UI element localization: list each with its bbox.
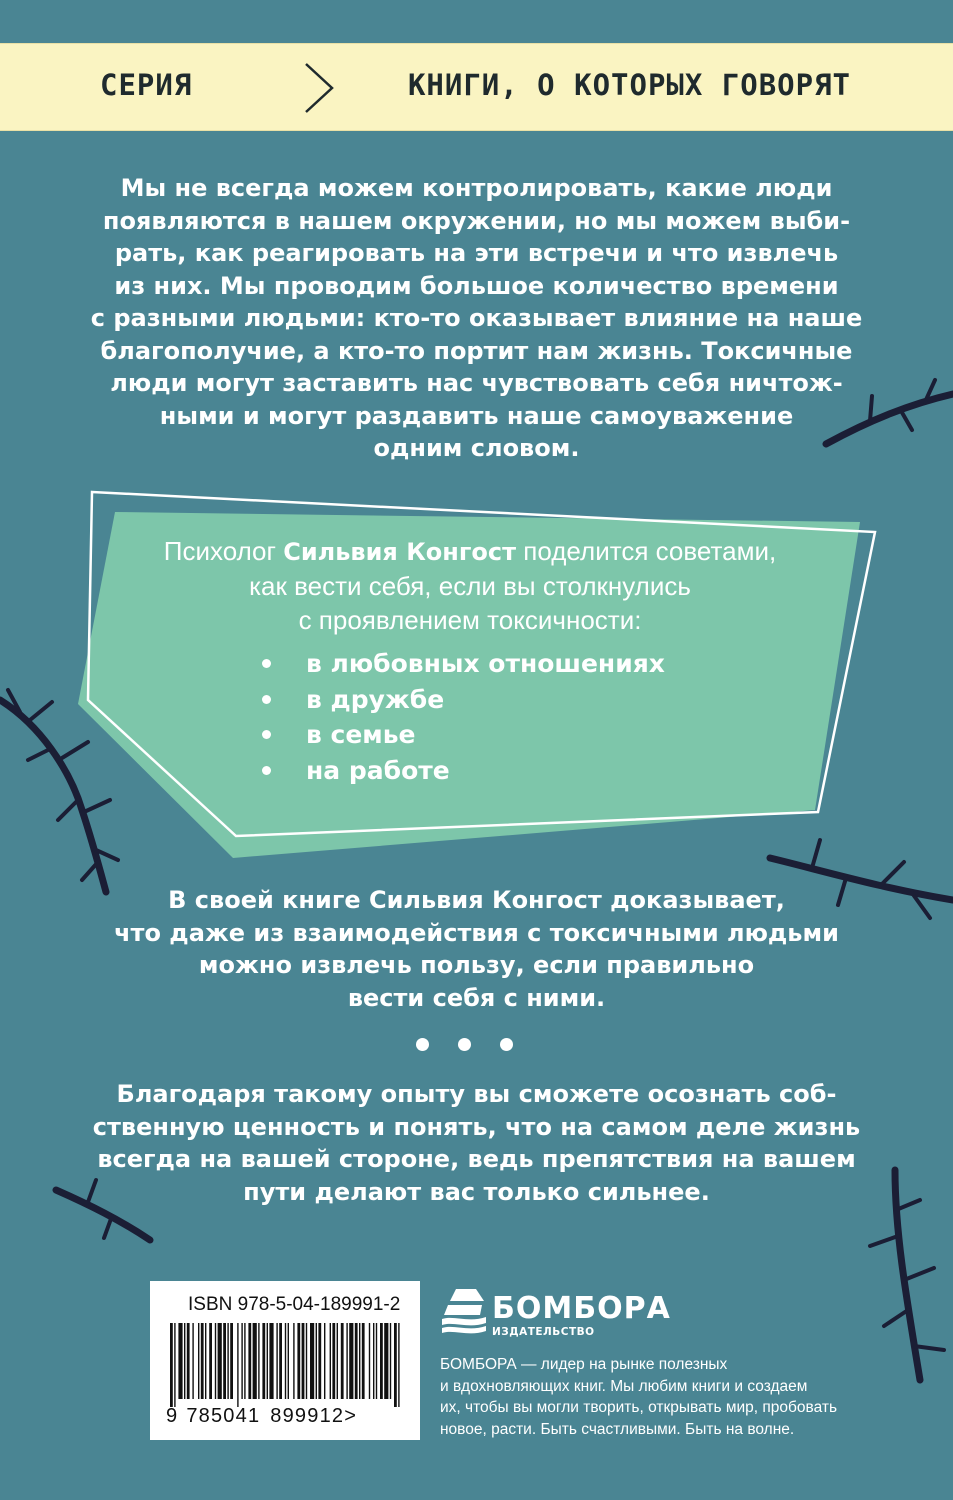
barcode-bar [184, 1323, 185, 1399]
isbn-barcode-box [150, 1281, 420, 1440]
bullet-icon [262, 695, 271, 704]
barcode-bar [310, 1323, 314, 1399]
barcode-bar [330, 1323, 331, 1399]
barcode [164, 1323, 406, 1407]
separator-dots [416, 1038, 516, 1054]
barcode-bar [362, 1323, 365, 1399]
publisher-name: БОМБОРА [492, 1291, 671, 1326]
barcode-bar [192, 1323, 193, 1399]
barcode-bar [376, 1323, 377, 1399]
barcode-bar [201, 1323, 204, 1399]
barcode-bar [244, 1323, 245, 1399]
barcode-bar [174, 1323, 175, 1407]
barcode-bar [223, 1323, 226, 1399]
barcode-bar [276, 1323, 277, 1399]
author-name: Сильвия Конгост [283, 538, 517, 566]
callout-suffix: поделится советами, [523, 536, 777, 566]
list-item: в любовных отношениях [262, 646, 665, 682]
barcode-bar [187, 1323, 190, 1399]
barcode-bar [269, 1323, 273, 1399]
publisher-subtitle: ИЗДАТЕЛЬСТВО [492, 1326, 595, 1338]
intro-paragraph: Мы не всегда можем контролировать, какие люди появляются в нашем окружении, но мы можем выби- рать, как реагировать на эти встречи и что извлечь из них. Мы проводим большое количество времени с разными людьми: кто-то оказывает влияние на наше благополучие, а кто-то портит нам жизнь. Токсичные люди могут заставить нас чувствовать себя ничтож- ными и могут раздавить наше самоуважение одним словом. [90, 174, 863, 462]
list-item: на работе [262, 753, 665, 789]
dot-icon [416, 1038, 429, 1051]
barcode-bar [394, 1323, 397, 1407]
barcode-bar [248, 1323, 251, 1399]
barcode-bar [215, 1323, 216, 1399]
barcode-bar [241, 1323, 242, 1399]
barcode-bar [209, 1323, 212, 1399]
list-item: в дружбе [262, 682, 665, 718]
barcode-bar [369, 1323, 370, 1399]
barcode-bar [380, 1323, 383, 1399]
callout-prefix: Психолог [163, 536, 276, 566]
callout-intro: Психолог Сильвия Конгост поделится советами, как вести себя, если вы столкнулись с проявлением токсичности: [163, 536, 777, 635]
barcode-bar [218, 1323, 222, 1399]
barcode-bar [288, 1323, 289, 1399]
dot-icon [500, 1038, 513, 1051]
barcode-bar [258, 1323, 259, 1399]
barcode-bar [359, 1323, 360, 1399]
closing-paragraph: Благодаря такому опыту вы сможете осознать соб- ственную ценность и понять, что на самом деле жизнь всегда на вашей стороне, ведь препятствия на вашем пути делают вас только сильнее. [92, 1080, 861, 1206]
toxicity-areas-list [262, 646, 665, 788]
barcode-bar [398, 1323, 399, 1407]
barcode-bar [337, 1323, 338, 1399]
barcode-bar [346, 1323, 347, 1399]
bullet-icon [262, 766, 271, 775]
barcode-bar [302, 1323, 305, 1399]
publisher-blurb: БОМБОРА — лидер на рынке полезных и вдохновляющих книг. Мы любим книги и создаем их, чтобы вы могли творить, открывать мир, пробовать новое, расти. Быть счастливыми. Быть на волне. [440, 1356, 838, 1438]
barcode-bar [205, 1323, 206, 1399]
barcode-bar [198, 1323, 199, 1399]
barcode-bar [324, 1323, 325, 1399]
barcode-bar [293, 1323, 294, 1399]
barcode-bar [332, 1323, 335, 1399]
barcode-bar [267, 1323, 268, 1399]
barcode-bar [170, 1323, 173, 1407]
barcode-bar [390, 1323, 391, 1399]
barcode-bar [285, 1323, 286, 1399]
barcode-bar [373, 1323, 374, 1399]
barcode-bar [306, 1323, 307, 1399]
barcode-bar [253, 1323, 257, 1399]
barcode-bar [297, 1323, 300, 1399]
barcode-bar [341, 1323, 344, 1399]
barcode-bar [384, 1323, 388, 1399]
bullet-icon [262, 659, 271, 668]
middle-paragraph: В своей книге Сильвия Конгост доказывает, что даже из взаимодействия с токсичными людьми можно извлечь пользу, если правильно вести себя с ними. [114, 886, 839, 1012]
series-label: СЕРИЯ [100, 68, 193, 102]
isbn-number: ISBN 978-5-04-189991-2 [188, 1294, 401, 1315]
list-item: в семье [262, 717, 665, 753]
barcode-bar [237, 1323, 238, 1407]
barcode-bar [178, 1323, 182, 1399]
barcode-bar [230, 1323, 233, 1399]
barcode-bar [279, 1323, 282, 1399]
dot-icon [458, 1038, 471, 1051]
bombora-logo-icon [440, 1285, 488, 1335]
barcode-bar [227, 1323, 228, 1399]
barcode-bar [316, 1323, 317, 1399]
bullet-icon [262, 730, 271, 739]
barcode-bar [318, 1323, 321, 1399]
barcode-digits: 9 785041 899912> [166, 1405, 358, 1427]
barcode-bar [355, 1323, 358, 1399]
barcode-bar [262, 1323, 265, 1399]
barcode-bar [349, 1323, 353, 1399]
series-name: КНИГИ, О КОТОРЫХ ГОВОРЯТ [407, 68, 851, 102]
